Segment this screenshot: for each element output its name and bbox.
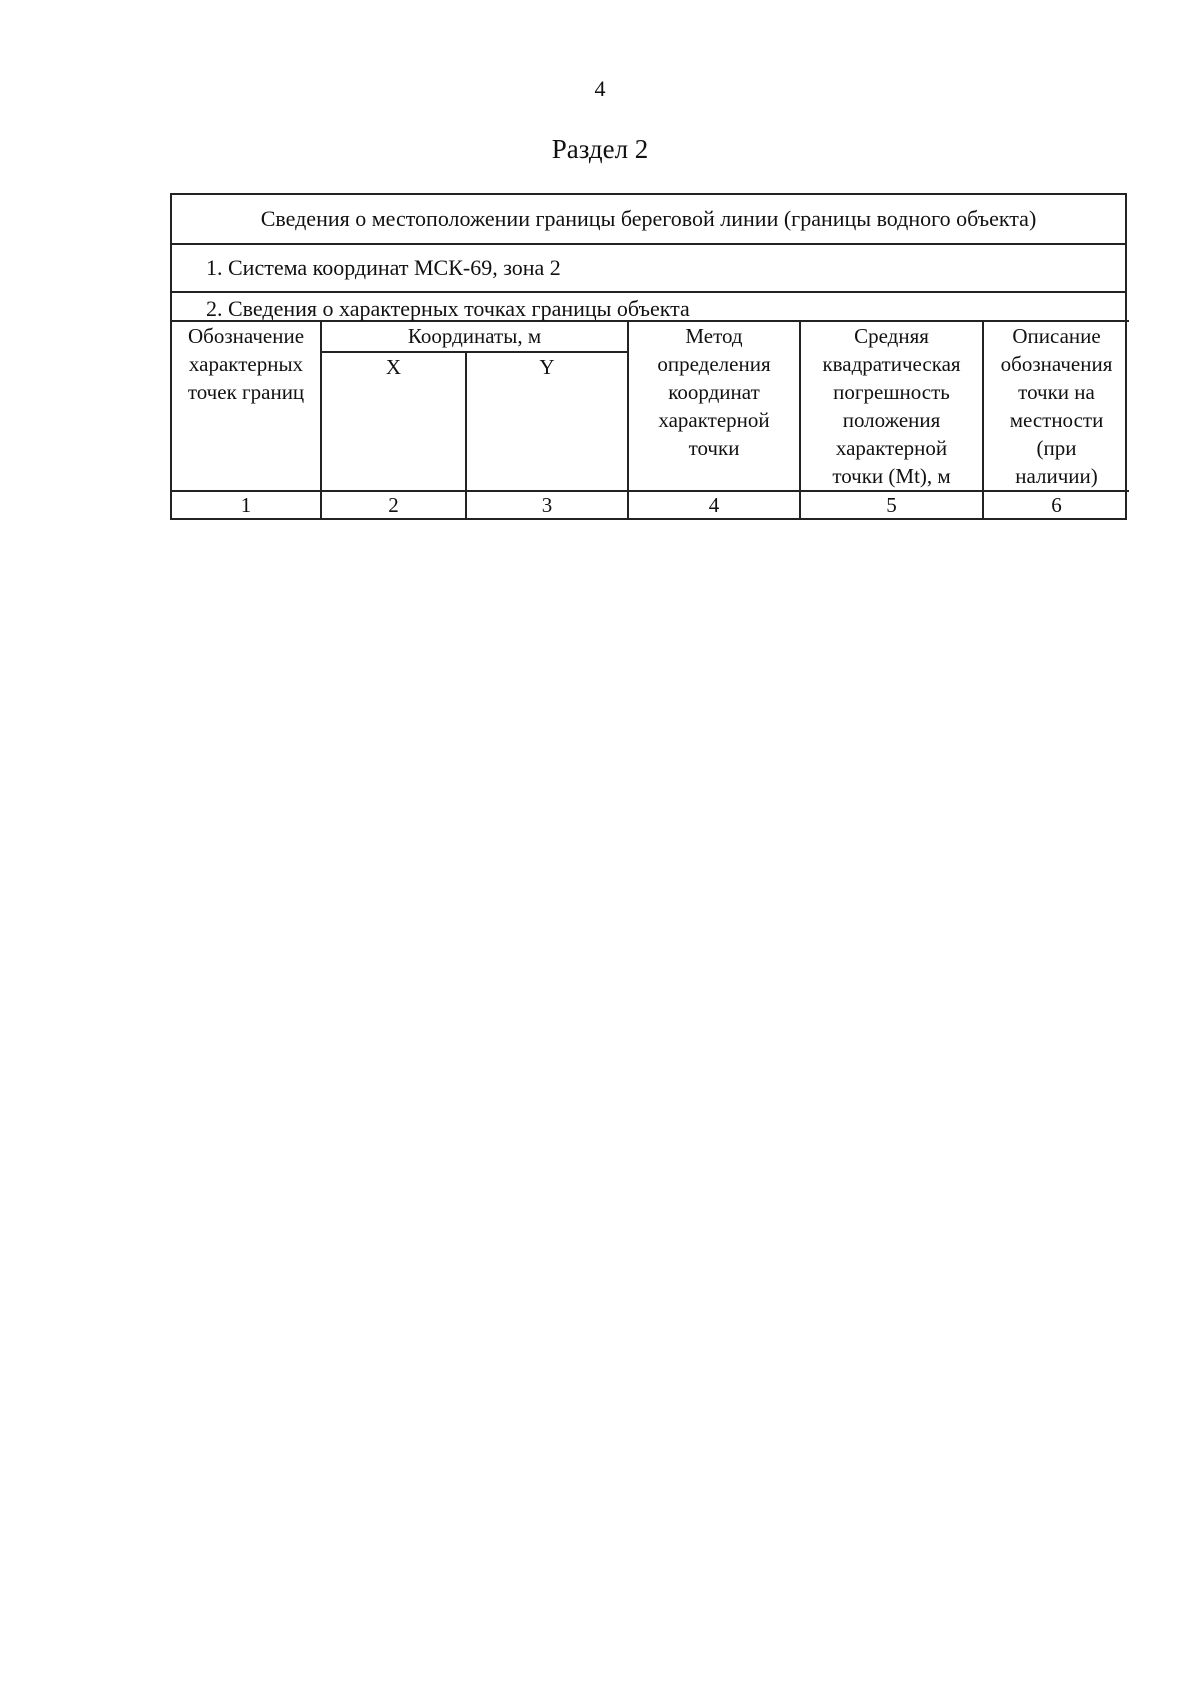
column-number: 2 — [321, 491, 466, 518]
column-number: 3 — [466, 491, 628, 518]
header-coordinates: Координаты, м — [321, 321, 628, 352]
header-method: Метод определения координат характерной точки — [628, 321, 800, 491]
coordinate-system-line: 1. Система координат МСК-69, зона 2 — [172, 245, 1125, 293]
section-title: Раздел 2 — [551, 134, 649, 164]
header-error: Средняя квадратическая погрешность положения характерной точки (Mt), м — [800, 321, 983, 491]
header-x: X — [321, 352, 466, 491]
characteristic-points-line: 2. Сведения о характерных точках границы объекта — [206, 296, 690, 321]
header-row-1 — [172, 321, 1129, 352]
page-number: 4 — [594, 76, 606, 101]
column-number: 1 — [172, 491, 321, 518]
column-number: 6 — [983, 491, 1129, 518]
table-banner: Сведения о местоположении границы береговой линии (границы водного объекта) — [172, 195, 1125, 245]
boundary-info-table — [170, 193, 1127, 520]
header-description: Описание обозначения точки на местности (при наличии) — [983, 321, 1129, 491]
column-number: 4 — [628, 491, 800, 518]
points-grid — [172, 320, 1129, 518]
column-number: 5 — [800, 491, 983, 518]
header-designation: Обозначение характерных точек границ — [172, 321, 321, 491]
column-number-row — [172, 491, 1129, 518]
header-y: Y — [466, 352, 628, 491]
